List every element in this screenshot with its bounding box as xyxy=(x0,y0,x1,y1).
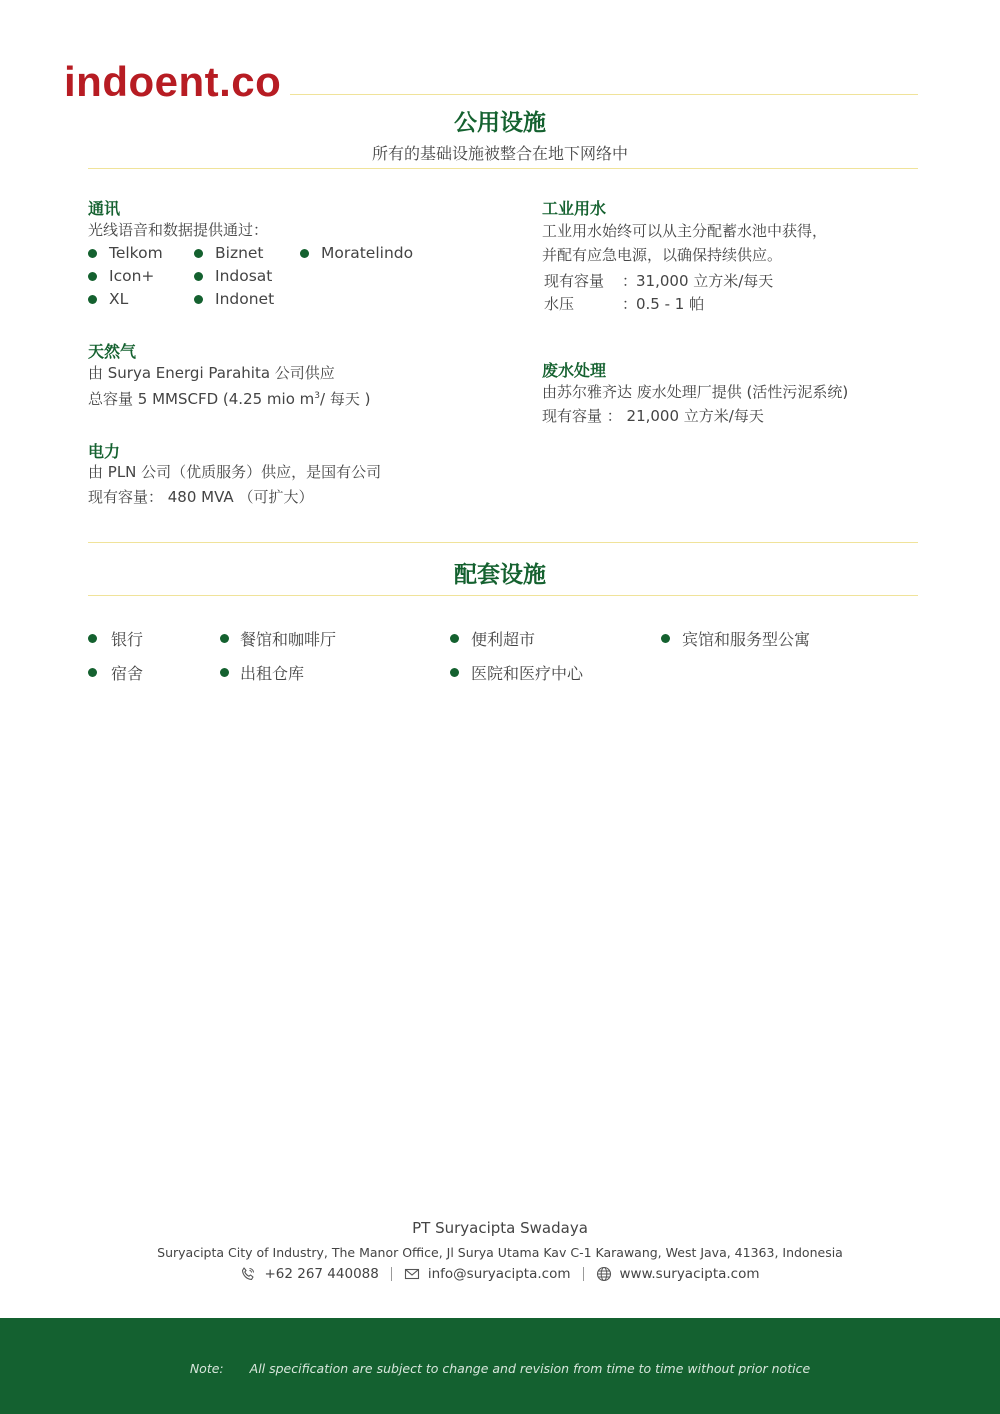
bullet-dot-icon xyxy=(450,668,459,677)
list-item xyxy=(194,244,264,262)
list-item xyxy=(194,290,274,308)
provider-xl: XL xyxy=(109,290,129,308)
footer-separator xyxy=(583,1267,584,1281)
footer-email-text: info@suryacipta.com xyxy=(427,1266,571,1282)
wastewater-capacity: 现有容量 ： 21,000 立方米/每天 xyxy=(542,407,764,425)
globe-icon xyxy=(596,1266,612,1282)
utilities-title: 公用设施 xyxy=(454,110,546,136)
gas-supplier: 由 Surya Energi Parahita 公司供应 xyxy=(88,364,335,382)
water-pressure-colon: ： xyxy=(622,295,638,313)
note-label: Note: xyxy=(189,1361,224,1376)
list-item xyxy=(88,267,154,285)
water-capacity-label: 现有容量 xyxy=(544,272,605,290)
provider-telkom: Telkom xyxy=(109,244,163,262)
bullet-dot-icon xyxy=(300,249,309,258)
water-capacity-colon: ： xyxy=(622,272,638,290)
footer-separator xyxy=(391,1267,392,1281)
gas-heading: 天然气 xyxy=(88,342,137,361)
water-desc-2: 并配有应急电源，以确保持续供应。 xyxy=(542,246,783,264)
bullet-dot-icon xyxy=(88,272,97,281)
wastewater-provider: 由苏尔雅齐达 废水处理厂提供 (活性污泥系统) xyxy=(542,383,849,401)
footer-email[interactable] xyxy=(404,1266,571,1282)
amenity-convenience-store: 便利超市 xyxy=(471,630,536,649)
amenity-hotel-apartment: 宾馆和服务型公寓 xyxy=(682,630,811,649)
gas-capacity-sup: 3 xyxy=(314,391,320,401)
water-capacity-value: 31,000 立方米/每天 xyxy=(636,272,774,290)
bullet-dot-icon xyxy=(88,668,97,677)
bullet-dot-icon xyxy=(88,634,97,643)
provider-indonet: Indonet xyxy=(215,290,275,308)
water-desc-1: 工业用水始终可以从主分配蓄水池中获得， xyxy=(542,222,828,240)
amenity-warehouse: 出租仓库 xyxy=(240,664,305,683)
bullet-dot-icon xyxy=(88,249,97,258)
bullet-dot-icon xyxy=(194,272,203,281)
provider-moratelindo: Moratelindo xyxy=(321,244,414,262)
bullet-dot-icon xyxy=(661,634,670,643)
bullet-dot-icon xyxy=(194,249,203,258)
list-item xyxy=(450,627,535,650)
gas-capacity-pre: 总容量 5 MMSCFD (4.25 mio m xyxy=(88,390,315,408)
footer-website[interactable] xyxy=(596,1266,760,1282)
footer-website-text: www.suryacipta.com xyxy=(619,1266,760,1282)
footer-phone-text: +62 267 440088 xyxy=(264,1266,379,1282)
note-text: All specification are subject to change and revision from time to time without prior notice xyxy=(249,1361,811,1376)
amenities-title: 配套设施 xyxy=(454,562,546,588)
phone-icon xyxy=(240,1266,256,1282)
list-item xyxy=(220,627,336,650)
list-item xyxy=(661,627,810,650)
footer-company: PT Suryacipta Swadaya xyxy=(412,1219,588,1237)
watermark-logo: indoent.co xyxy=(64,58,282,105)
gas-capacity-post: / 每天 ) xyxy=(320,390,371,408)
amenity-hospital: 医院和医疗中心 xyxy=(471,664,584,683)
list-item xyxy=(220,661,304,684)
amenity-restaurant-cafe: 餐馆和咖啡厅 xyxy=(240,630,337,649)
bullet-dot-icon xyxy=(194,295,203,304)
amenity-dormitory: 宿舍 xyxy=(111,664,144,683)
footer-contacts xyxy=(0,1266,1000,1282)
mail-icon xyxy=(404,1266,420,1282)
bullet-dot-icon xyxy=(450,634,459,643)
amenity-bank: 银行 xyxy=(111,630,144,649)
footer-phone[interactable] xyxy=(240,1266,378,1282)
footer-address: Suryacipta City of Industry, The Manor Office, Jl Surya Utama Kav C-1 Karawang, West Java, 41363, Indonesia xyxy=(157,1245,843,1260)
water-pressure-label: 水压 xyxy=(544,295,575,313)
amenities-rule-top xyxy=(88,542,918,543)
list-item xyxy=(88,627,143,650)
power-heading: 电力 xyxy=(88,442,121,461)
provider-indosat: Indosat xyxy=(215,267,273,285)
header-rule-bottom xyxy=(88,168,918,169)
header-rule-top xyxy=(290,94,918,95)
list-item xyxy=(88,661,143,684)
list-item xyxy=(450,661,583,684)
amenities-rule-bottom xyxy=(88,595,918,596)
water-pressure-value: 0.5 - 1 帕 xyxy=(636,295,705,313)
telecom-intro: 光线语音和数据提供通过： xyxy=(88,221,269,239)
water-pressure-row xyxy=(544,293,704,314)
bullet-dot-icon xyxy=(220,668,229,677)
wastewater-heading: 废水处理 xyxy=(542,361,607,380)
bullet-dot-icon xyxy=(88,295,97,304)
footer-note xyxy=(0,1361,1000,1376)
list-item xyxy=(300,244,413,262)
water-capacity-row xyxy=(544,270,773,291)
list-item xyxy=(194,267,272,285)
list-item xyxy=(88,244,163,262)
list-item xyxy=(88,290,128,308)
bullet-dot-icon xyxy=(220,634,229,643)
power-supplier: 由 PLN 公司（优质服务）供应，是国有公司 xyxy=(88,463,382,481)
telecom-heading: 通讯 xyxy=(88,199,121,218)
utilities-subtitle: 所有的基础设施被整合在地下网络中 xyxy=(371,144,628,163)
provider-iconplus: Icon+ xyxy=(109,267,155,285)
provider-biznet: Biznet xyxy=(215,244,264,262)
gas-capacity xyxy=(88,384,370,411)
water-heading: 工业用水 xyxy=(542,199,607,218)
power-capacity: 现有容量： 480 MVA （可扩大） xyxy=(88,488,314,506)
